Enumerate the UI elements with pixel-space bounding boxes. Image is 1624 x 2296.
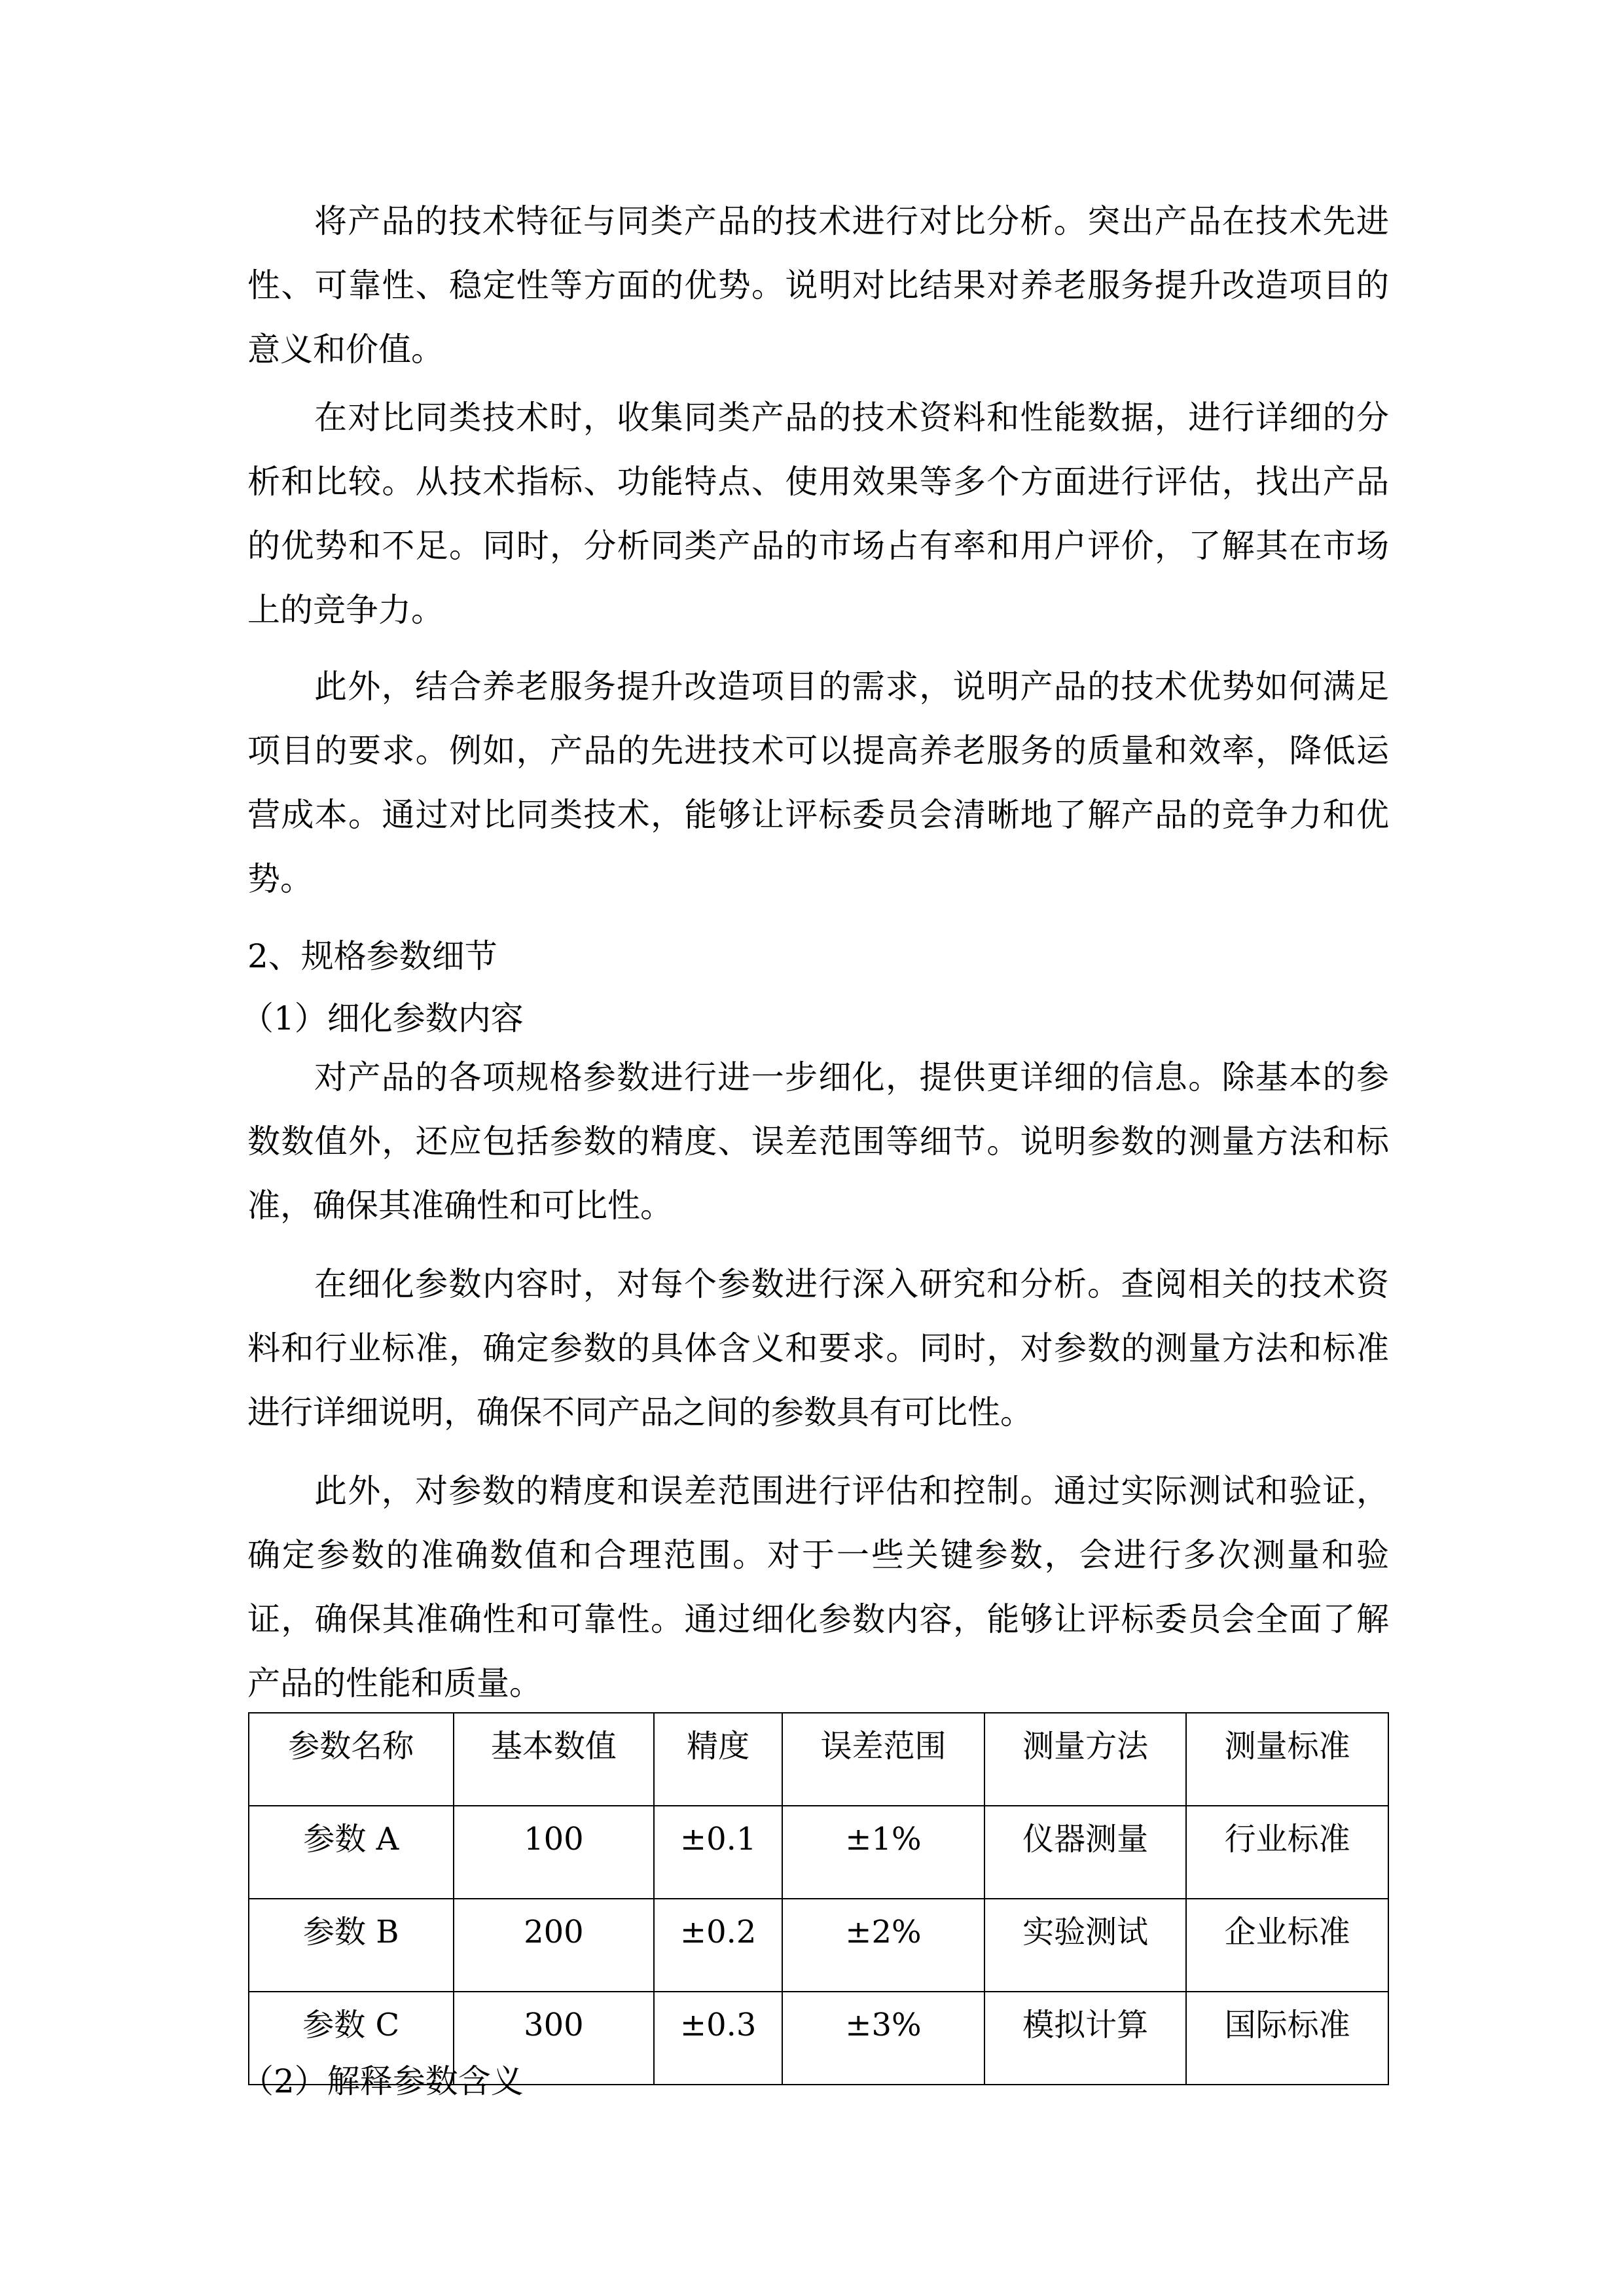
text-line: 在细化参数内容时，对每个参数进行深入研究和分析。查阅相关的技术资 bbox=[314, 1265, 1389, 1303]
paragraph-3 bbox=[247, 655, 1389, 911]
table-header-row bbox=[249, 1713, 1388, 1806]
paragraph-5 bbox=[247, 1252, 1389, 1444]
text-line: 营成本。通过对比同类技术，能够让评标委员会清晰地了解产品的竞争力和优 bbox=[247, 796, 1389, 834]
table-cell: ±0.2 bbox=[654, 1899, 782, 1992]
text-line: 性、可靠性、稳定性等方面的优势。说明对比结果对养老服务提升改造项目的 bbox=[247, 266, 1389, 304]
table-cell: 参数 B bbox=[249, 1899, 454, 1992]
text-line: 析和比较。从技术指标、功能特点、使用效果等多个方面进行评估，找出产品 bbox=[247, 463, 1389, 501]
table-cell: 实验测试 bbox=[984, 1899, 1187, 1992]
table-cell: ±0.3 bbox=[654, 1992, 782, 2085]
text-line: 进行详细说明，确保不同产品之间的参数具有可比性。 bbox=[247, 1393, 1033, 1431]
paragraph-1 bbox=[247, 189, 1389, 382]
table-row bbox=[249, 1899, 1388, 1992]
table-cell: 100 bbox=[454, 1806, 655, 1899]
header-cell: 测量标准 bbox=[1186, 1713, 1388, 1806]
table-cell: 参数 C bbox=[249, 1992, 454, 2085]
table-cell: ±2% bbox=[782, 1899, 984, 1992]
text-line: 数数值外，还应包括参数的精度、误差范围等细节。说明参数的测量方法和标 bbox=[247, 1122, 1389, 1160]
text-line: 上的竞争力。 bbox=[247, 591, 444, 629]
text-line: 此外，对参数的精度和误差范围进行评估和控制。通过实际测试和验证， bbox=[314, 1472, 1389, 1510]
text-line: 势。 bbox=[247, 860, 313, 898]
subsection-heading-1: （1）细化参数内容 bbox=[241, 999, 524, 1037]
text-line: 在对比同类技术时，收集同类产品的技术资料和性能数据，进行详细的分 bbox=[314, 399, 1389, 437]
table-cell: 300 bbox=[454, 1992, 655, 2085]
section-heading: 2、规格参数细节 bbox=[247, 937, 497, 975]
table-cell: 参数 A bbox=[249, 1806, 454, 1899]
text-line: 对产品的各项规格参数进行进一步细化，提供更详细的信息。除基本的参 bbox=[314, 1058, 1389, 1096]
table-cell: 200 bbox=[454, 1899, 655, 1992]
header-cell: 测量方法 bbox=[984, 1713, 1187, 1806]
table-cell: 模拟计算 bbox=[984, 1992, 1187, 2085]
paragraph-6 bbox=[247, 1459, 1389, 1715]
text-line: 证，确保其准确性和可靠性。通过细化参数内容，能够让评标委员会全面了解 bbox=[247, 1600, 1389, 1638]
text-line: 确定参数的准确数值和合理范围。对于一些关键参数，会进行多次测量和验 bbox=[247, 1536, 1389, 1574]
header-cell: 参数名称 bbox=[249, 1713, 454, 1806]
header-cell: 误差范围 bbox=[782, 1713, 984, 1806]
table-cell: 行业标准 bbox=[1186, 1806, 1388, 1899]
table-cell: 仪器测量 bbox=[984, 1806, 1187, 1899]
text-line: 产品的性能和质量。 bbox=[247, 1664, 542, 1702]
text-line: 料和行业标准，确定参数的具体含义和要求。同时，对参数的测量方法和标准 bbox=[247, 1329, 1389, 1367]
parameter-table bbox=[248, 1712, 1389, 2085]
paragraph-2 bbox=[247, 386, 1389, 642]
table-cell: ±1% bbox=[782, 1806, 984, 1899]
paragraph-4 bbox=[247, 1045, 1389, 1238]
text-line: 此外，结合养老服务提升改造项目的需求，说明产品的技术优势如何满足 bbox=[314, 668, 1389, 706]
text-line: 准，确保其准确性和可比性。 bbox=[247, 1187, 673, 1225]
text-line: 将产品的技术特征与同类产品的技术进行对比分析。突出产品在技术先进 bbox=[314, 202, 1389, 240]
text-line: 意义和价值。 bbox=[247, 331, 444, 368]
table-cell: ±3% bbox=[782, 1992, 984, 2085]
subsection-heading-2: （2）解释参数含义 bbox=[241, 2062, 524, 2100]
table-cell: ±0.1 bbox=[654, 1806, 782, 1899]
header-cell: 精度 bbox=[654, 1713, 782, 1806]
header-cell: 基本数值 bbox=[454, 1713, 655, 1806]
text-line: 的优势和不足。同时，分析同类产品的市场占有率和用户评价，了解其在市场 bbox=[247, 527, 1389, 565]
table-cell: 国际标准 bbox=[1186, 1992, 1388, 2085]
text-line: 项目的要求。例如，产品的先进技术可以提高养老服务的质量和效率，降低运 bbox=[247, 732, 1389, 770]
table-row bbox=[249, 1806, 1388, 1899]
table-cell: 企业标准 bbox=[1186, 1899, 1388, 1992]
